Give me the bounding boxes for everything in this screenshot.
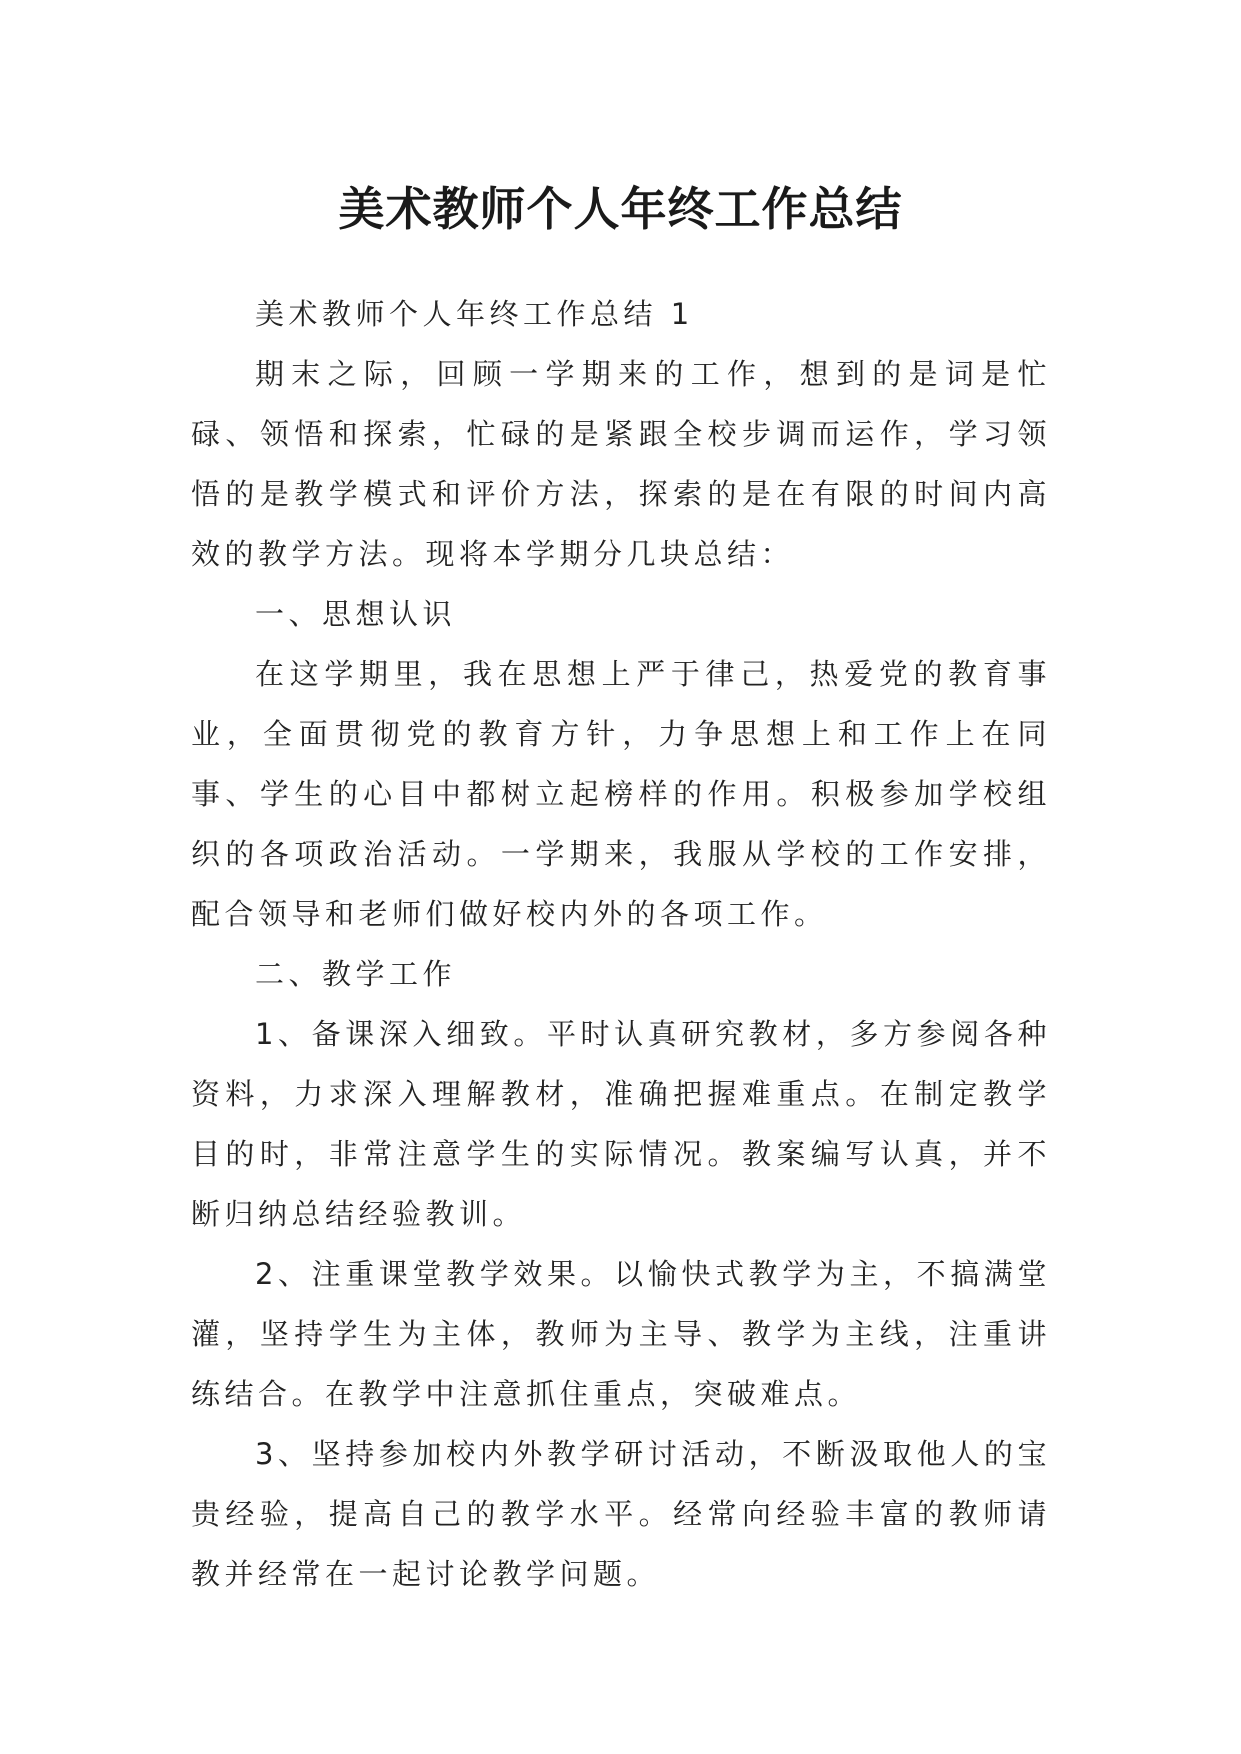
section-heading: 一、思想认识	[255, 597, 457, 631]
section-heading: 美术教师个人年终工作总结 1	[255, 297, 694, 331]
body-paragraph: 2、注重课堂教学效果。以愉快式教学为主，不搞满堂灌，坚持学生为主体，教师为主导、教学为主线，注重讲练结合。在教学中注意抓住重点，突破难点。	[191, 1257, 1051, 1411]
document-body	[191, 284, 1051, 1604]
body-paragraph: 期末之际，回顾一学期来的工作，想到的是词是忙碌、领悟和探索，忙碌的是紧跟全校步调而运作，学习领悟的是教学模式和评价方法，探索的是在有限的时间内高效的教学方法。现将本学期分几块总结：	[191, 357, 1051, 571]
body-paragraph: 1、备课深入细致。平时认真研究教材，多方参阅各种资料，力求深入理解教材，准确把握难重点。在制定教学目的时，非常注意学生的实际情况。教案编写认真，并不断归纳总结经验教训。	[191, 1017, 1051, 1231]
body-paragraph: 3、坚持参加校内外教学研讨活动，不断汲取他人的宝贵经验，提高自己的教学水平。经常向经验丰富的教师请教并经常在一起讨论教学问题。	[191, 1437, 1051, 1591]
document-title: 美术教师个人年终工作总结	[338, 181, 903, 236]
section-heading: 二、教学工作	[255, 957, 457, 991]
body-paragraph: 在这学期里，我在思想上严于律己，热爱党的教育事业，全面贯彻党的教育方针，力争思想上和工作上在同事、学生的心目中都树立起榜样的作用。积极参加学校组织的各项政治活动。一学期来，我服从学校的工作安排，配合领导和老师们做好校内外的各项工作。	[191, 657, 1051, 931]
